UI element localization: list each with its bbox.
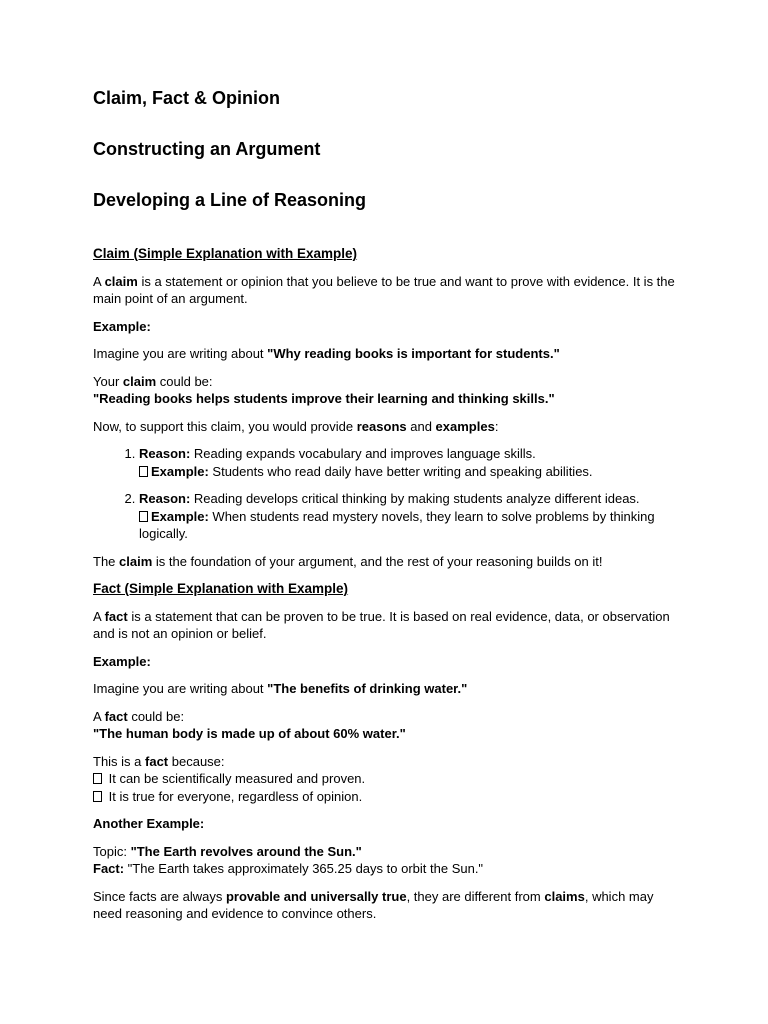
claim-definition: A claim is a statement or opinion that you believe to be true and want to prove with evidence. It is the main point of an argument. bbox=[93, 273, 675, 306]
missing-glyph-icon bbox=[93, 791, 102, 802]
fact-quote: "The human body is made up of about 60% water." bbox=[93, 726, 406, 741]
fact-definition: A fact is a statement that can be proven to be true. It is based on real evidence, data, or observation and is not an opinion or belief. bbox=[93, 608, 670, 641]
list-item: 2. Reason: Reading develops critical thinking by making students analyze different ideas. Example: When students read mystery novels, they learn to solve problems by thinking logically. bbox=[139, 490, 683, 543]
fact-since: Since facts are always provable and universally true, they are different from claims, which may need reasoning and evidence to convince others. bbox=[93, 888, 654, 921]
fact-could-be: A fact could be: "The human body is made up of about 60% water." bbox=[93, 708, 406, 741]
title-line-of-reasoning: Developing a Line of Reasoning bbox=[93, 190, 367, 210]
title-constructing-argument: Constructing an Argument bbox=[93, 139, 321, 159]
fact-imagine: Imagine you are writing about "The benefits of drinking water." bbox=[93, 681, 468, 696]
claim-support: Now, to support this claim, you would provide reasons and examples: bbox=[93, 418, 499, 434]
claim-imagine: Imagine you are writing about "Why reading books is important for students." bbox=[93, 346, 560, 361]
missing-glyph-icon bbox=[139, 466, 148, 477]
claim-could-be: Your claim could be: "Reading books helps students improve their learning and thinking skills." bbox=[93, 373, 555, 406]
claim-example-label: Example: bbox=[93, 318, 151, 334]
fact-another-label: Another Example: bbox=[93, 816, 205, 831]
claim-section-heading: Claim (Simple Explanation with Example) bbox=[93, 246, 358, 261]
claim-closing: The claim is the foundation of your argument, and the rest of your reasoning builds on it! bbox=[93, 553, 603, 569]
title-claim-fact-opinion: Claim, Fact & Opinion bbox=[93, 88, 281, 108]
reasons-list bbox=[93, 445, 683, 543]
fact-example-label: Example: bbox=[93, 653, 151, 669]
document-content bbox=[93, 86, 683, 933]
missing-glyph-icon bbox=[139, 511, 148, 522]
fact-section-heading: Fact (Simple Explanation with Example) bbox=[93, 581, 349, 596]
claim-quote: "Reading books helps students improve their learning and thinking skills." bbox=[93, 391, 555, 406]
missing-glyph-icon bbox=[93, 773, 102, 784]
fact-because: This is a fact because: It can be scientifically measured and proven. It is true for everyone, regardless of opinion. bbox=[93, 753, 366, 804]
fact-topic: Topic: "The Earth revolves around the Sun." Fact: "The Earth takes approximately 365.25 days to orbit the Sun." bbox=[93, 843, 484, 876]
list-item: 1. Reason: Reading expands vocabulary and improves language skills. Example: Students who read daily have better writing and speaking abilities. bbox=[139, 445, 683, 480]
